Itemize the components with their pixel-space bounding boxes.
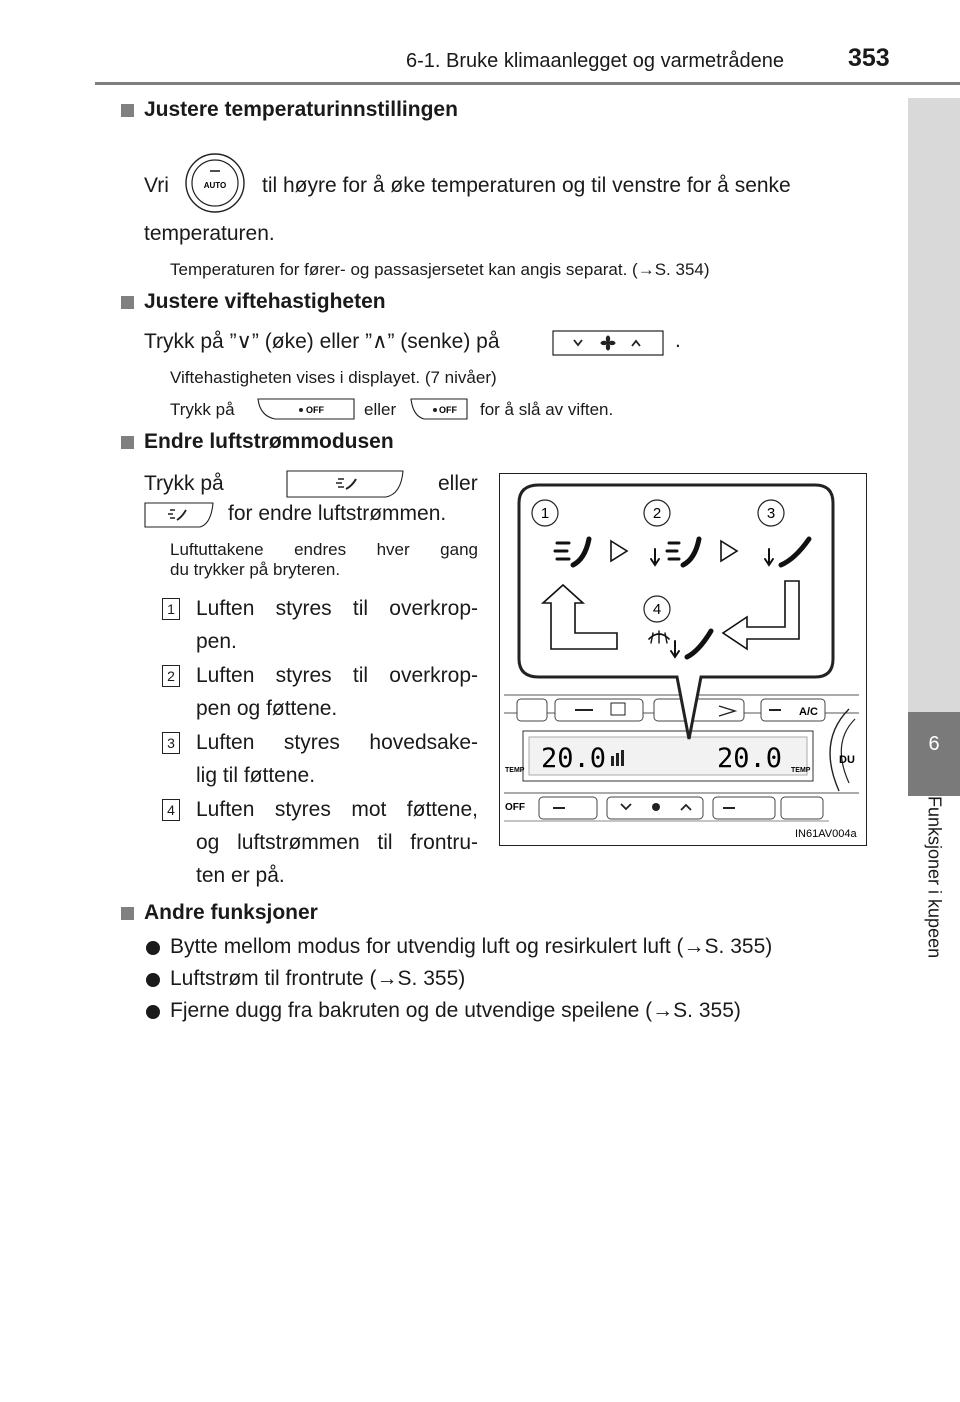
off-label: OFF [505,802,525,813]
section-title: 6-1. Bruke klimaanlegget og varmetrådene [406,50,784,72]
chapter-title: Funksjoner i kupeen [924,796,945,959]
svg-text:1: 1 [540,505,550,522]
other-bullet-3: Fjerne dugg fra bakruten og de utvendige speilene (→S. 355) [170,999,741,1022]
airflow-mode-button-icon-2 [144,502,214,528]
header-rule [95,82,960,85]
fan-text: Trykk på ”∨” (øke) eller ”∧” (senke) på [144,330,500,353]
svg-text:OFF: OFF [439,405,457,415]
fan-note2-a: Trykk på [170,400,235,419]
heading-square-icon [121,104,134,117]
side-tab-background [908,98,960,712]
temperature-text-line2: temperaturen. [144,222,275,245]
temperature-heading: Justere temperaturinnstillingen [144,98,458,121]
fan-note2-b: eller [364,400,397,419]
fan-off-button-icon-2 [410,398,468,420]
airflow-note [170,540,478,580]
fan-heading: Justere viftehastigheten [144,290,386,313]
knob-label: AUTO [203,181,227,190]
display-right-temp: 20.0 [717,743,783,774]
page-number: 353 [848,44,890,72]
fan-text-end: . [675,329,681,352]
svg-text:3: 3 [766,505,776,522]
fan-note2-c: for å slå av viften. [480,400,614,419]
bullet-icon [146,941,160,955]
airflow-heading: Endre luftstrømmodusen [144,430,394,453]
heading-square-icon [121,907,134,920]
fan-off-button-icon-1 [257,398,355,420]
item-number-box: 1 [162,598,180,620]
bullet-icon [146,1005,160,1019]
chapter-title-vertical [908,796,960,1006]
item-number-box: 3 [162,732,180,754]
heading-square-icon [121,296,134,309]
climate-panel-figure [499,473,867,846]
airflow-item-2: Luften styres til overkrop- pen og føttene. [196,664,478,720]
other-heading: Andre funksjoner [144,901,318,924]
heading-square-icon [121,436,134,449]
item-number-box: 2 [162,665,180,687]
airflow-line1-a: Trykk på [144,472,224,495]
svg-text:2: 2 [652,505,662,522]
airflow-item-1: Luften styres til overkrop- pen. [196,597,478,653]
airflow-mode-button-icon-1 [286,470,404,498]
airflow-line2: for endre luftstrømmen. [228,502,447,525]
temperature-text-after: til høyre for å øke temperaturen og til venstre for å senke [262,174,791,197]
item-number-box: 4 [162,799,180,821]
airflow-item-3: Luften styres hovedsake- lig til føttene. [196,731,478,787]
airflow-note-line2: du trykker på bryteren. [170,560,341,579]
chapter-number-tab: 6 [908,712,960,796]
temperature-text-before: Vri [144,174,169,197]
ac-label: A/C [799,706,818,718]
fan-speed-button-icon [552,330,664,356]
svg-text:4: 4 [652,601,662,618]
fan-note1: Viftehastigheten vises i displayet. (7 nivåer) [170,368,497,387]
bullet-icon [146,973,160,987]
other-bullet-1: Bytte mellom modus for utvendig luft og resirkulert luft (→S. 355) [170,935,773,958]
temp-label-right: TEMP [791,767,811,774]
figure-id: IN61AV004a [795,828,857,840]
temp-label-left: TEMP [505,767,525,774]
auto-knob-icon [184,150,246,216]
control-panel-illustration [504,695,859,840]
other-bullet-2: Luftstrøm til frontrute (→S. 355) [170,967,466,990]
dual-label: DU [839,754,855,766]
airflow-line1-b: eller [438,472,478,495]
temperature-note: Temperaturen for fører- og passasjersetet kan angis separat. (→S. 354) [170,260,710,279]
svg-text:OFF: OFF [306,405,324,415]
airflow-item-4: Luften styres mot føttene, og luftstrømmen til frontru- ten er på. [196,798,478,887]
airflow-note-line1: Luftuttakene endres hver gang [170,540,478,559]
display-left-temp: 20.0 [541,743,607,774]
